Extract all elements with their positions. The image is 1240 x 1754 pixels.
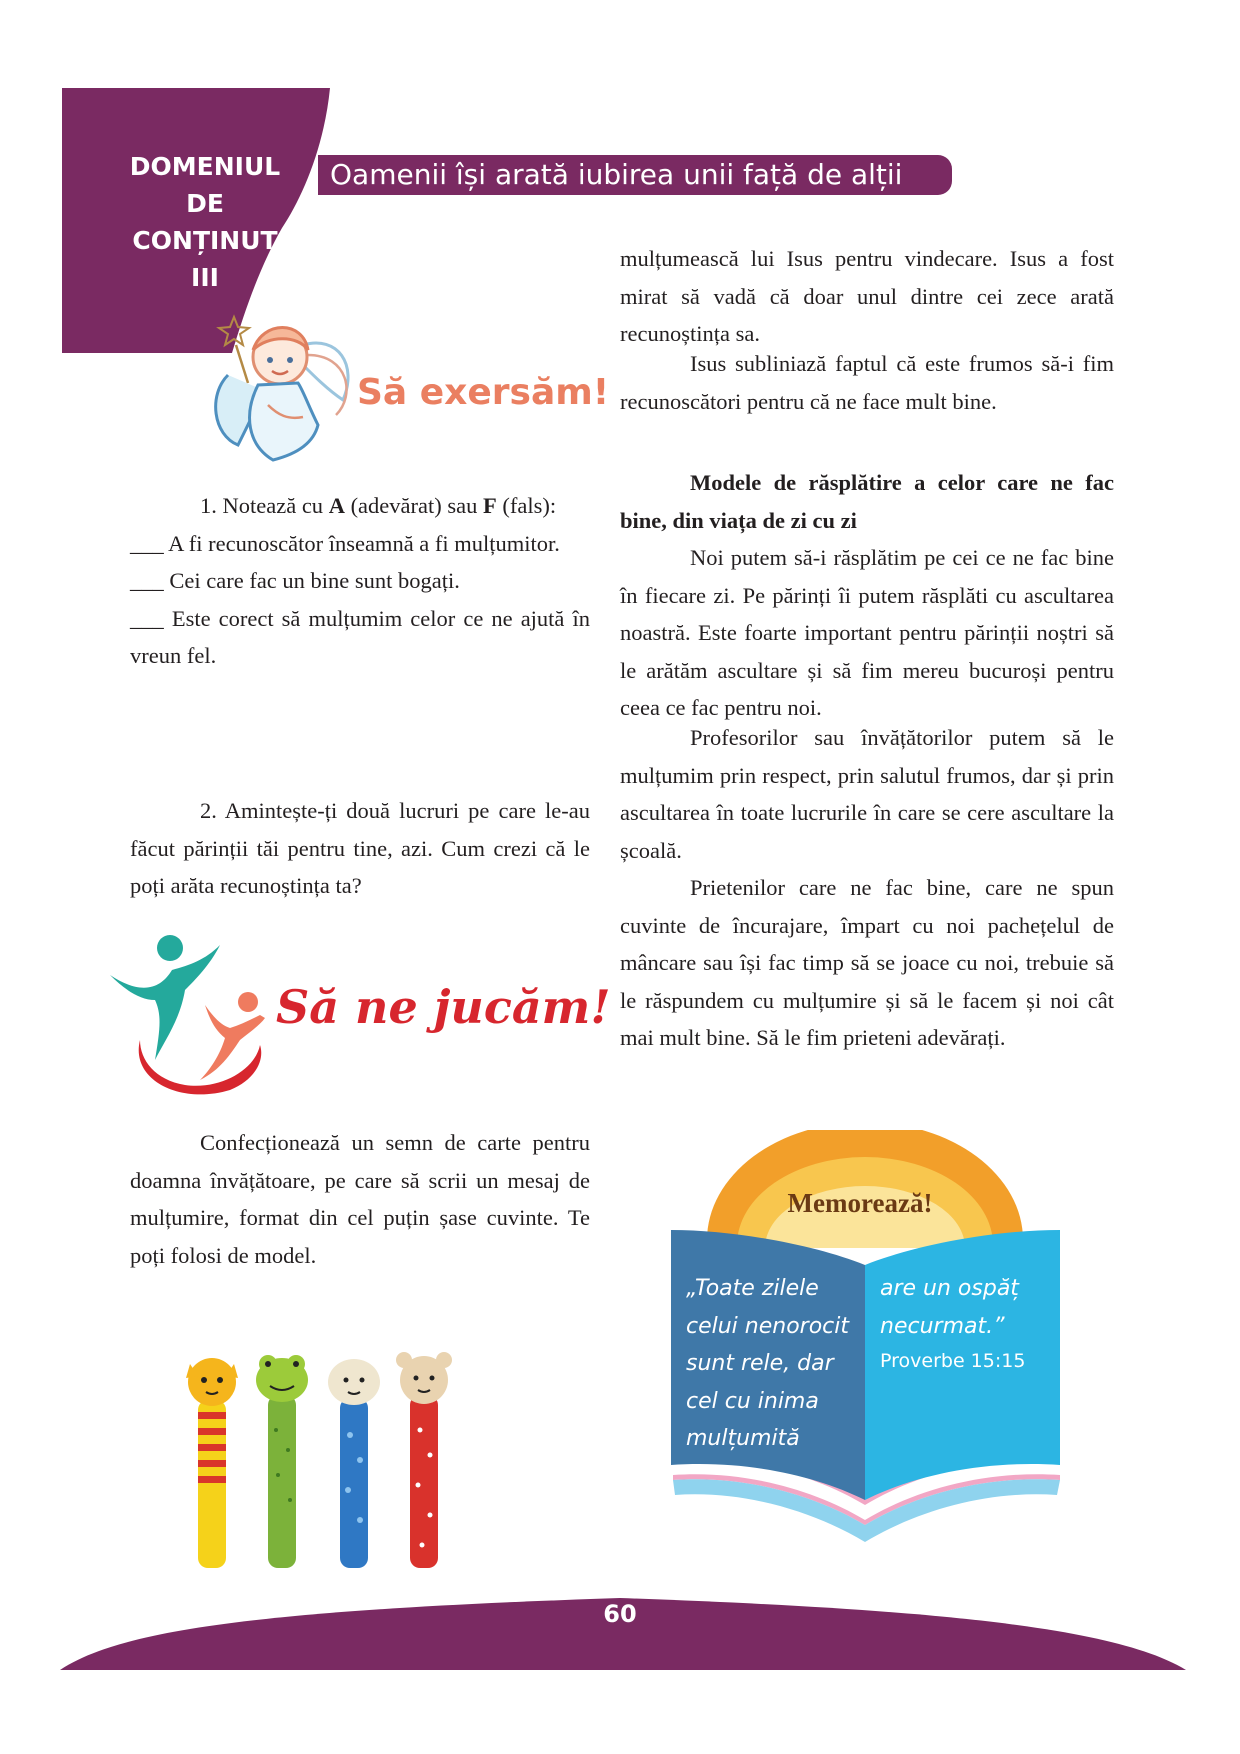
domain-label: DOMENIUL DE CONȚINUT III <box>129 152 281 292</box>
task-1 <box>130 487 590 675</box>
task-1-intro: Notează cu <box>222 493 324 518</box>
task-1-adevarat: (adevărat) sau <box>350 493 478 518</box>
task-1-item: ___ Este corect să mulțumim celor ce ne ajută în vreun fel. <box>130 605 590 668</box>
verse-reference: Proverbe 15:15 <box>880 1350 1026 1372</box>
exercise-section-badge: Să exersăm! <box>357 372 610 413</box>
game-instructions: Confecționează un semn de carte pentru doamna învățătoare, pe care să scrii un mesaj de mulțumire, format din cel puțin șase cuvinte. Te poți folosi de model. <box>130 1130 590 1268</box>
page-number: 60 <box>603 1600 637 1628</box>
right-paragraph-4: Profesorilor sau învățătorilor putem să le mulțumim prin respect, prin salutul frumos, dar și prin ascultarea în toate lucrurile în care se cere ascultare la școală. <box>620 725 1114 863</box>
answer-blank[interactable]: ___ <box>130 605 164 631</box>
task-1-number: 1. <box>200 493 217 518</box>
bookmarks-illustration <box>180 1350 480 1575</box>
verse-left-page: „Toate zilele celui nenorocit sunt rele, dar cel cu inima mulțumită <box>686 1276 850 1451</box>
dancing-figures-icon <box>100 920 280 1105</box>
task-1-item: ___ A fi recunoscător înseamnă a fi mulțumitor. <box>130 530 560 556</box>
right-paragraph-2: Isus subliniază faptul că este frumos să-i fim recunoscători pentru că ne face mult bine. <box>620 351 1114 414</box>
memorize-title: Memorează! <box>787 1188 933 1218</box>
verse-right-page: are un ospăț necurmat.” <box>880 1276 1019 1339</box>
section-subheading: Modele de răsplătire a celor care ne fac bine, din viața de zi cu zi <box>620 470 1114 533</box>
right-paragraph-1: mulțumească lui Isus pentru vindecare. Isus a fost mirat să vadă că doar unul dintre cei zece arată recunoștința sa. <box>620 246 1114 346</box>
task-1-fals: (fals): <box>502 493 557 518</box>
task-2: 2. Amintește-ți două lucruri pe care le-au făcut părinții tăi pentru tine, azi. Cum crezi că le poți arăta recunoștința ta? <box>130 798 590 898</box>
right-paragraph-3: Noi putem să-i răsplătim pe cei ce ne fac bine în fiecare zi. Pe părinți îi putem răsplăti cu ascultarea noastră. Este foarte important pentru părinții noștri să le arătăm ascultare și să fim mereu bucuroși pentru ceea ce fac pentru noi. <box>620 545 1114 720</box>
task-1-item: ___ Cei care fac un bine sunt bogați. <box>130 568 460 593</box>
task-1-A: A <box>328 493 345 518</box>
task-1-F: F <box>482 493 497 518</box>
angel-icon <box>208 305 358 470</box>
answer-blank[interactable]: ___ <box>130 568 164 593</box>
page-title: Oamenii își arată iubirea unii față de alții <box>330 158 903 191</box>
game-section-badge: Să ne jucăm! <box>276 980 611 1034</box>
right-paragraph-5: Prietenilor care ne fac bine, care ne spun cuvinte de încurajare, împart cu noi pachețelul de mâncare sau își fac timp să se joace cu noi, trebuie să le răspundem cu mulțumire și să le facem și noi cât mai mult bine. Să le fim prieteni adevărați. <box>620 875 1114 1050</box>
answer-blank[interactable]: ___ <box>130 530 164 556</box>
